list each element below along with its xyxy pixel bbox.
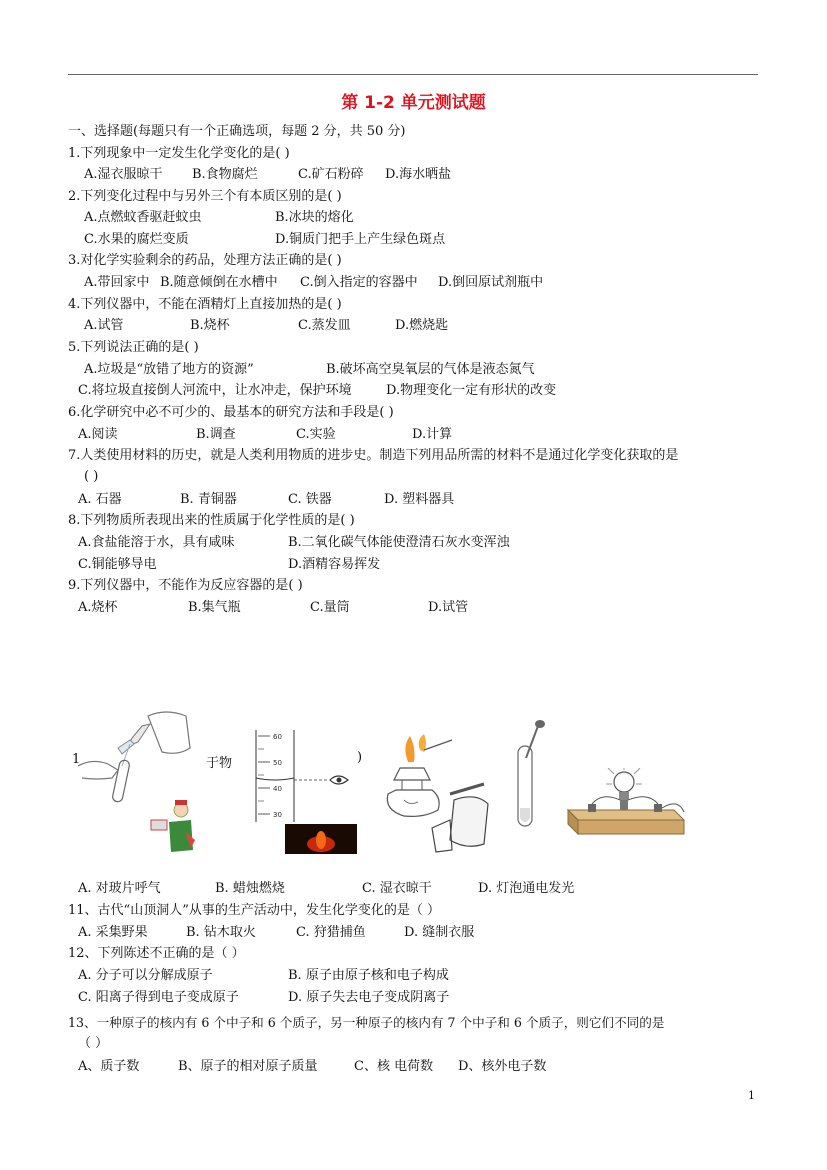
question-stem: 2.下列变化过程中与另外三个有本质区别的是( ) <box>68 189 342 204</box>
option: B.随意倾倒在水槽中 <box>160 275 278 290</box>
tick-label: 60 <box>273 733 282 741</box>
option: B.冰块的熔化 <box>275 210 354 225</box>
option: D.试管 <box>428 600 469 615</box>
option: C.蒸发皿 <box>298 318 351 333</box>
option: A、质子数 <box>78 1059 140 1074</box>
option: D.物理变化一定有形状的改变 <box>386 383 557 398</box>
option: B.破坏高空臭氧层的气体是液态氮气 <box>326 362 535 377</box>
option: C.水果的腐烂变质 <box>84 232 189 247</box>
option: C.矿石粉碎 <box>298 167 364 182</box>
option: A.阅读 <box>78 427 118 442</box>
question-stem-cont: （ ） <box>78 1036 109 1051</box>
question-stem: 3.对化学实验剩余的药品，处理方法正确的是( ) <box>68 253 342 268</box>
option: B. 原子由原子核和电子构成 <box>288 968 449 983</box>
option: B.二氧化碳气体能使澄清石灰水变浑浊 <box>288 535 510 550</box>
question-stem: 13、一种原子的核内有 6 个中子和 6 个质子，另一种原子的核内有 7 个中子和 6 个质子，则它们不同的是 <box>68 1015 665 1030</box>
question-stem: 1.下列现象中一定发生化学变化的是( ) <box>68 146 290 161</box>
option: B.食物腐烂 <box>192 167 258 182</box>
page-title: 第 1-2 单元测试题 <box>341 93 486 113</box>
pouring-liquid-figure <box>78 708 198 806</box>
option: A.试管 <box>84 318 124 333</box>
option: C.量筒 <box>310 600 350 615</box>
option: C. 湿衣晾干 <box>362 881 432 896</box>
option: D.倒回原试剂瓶中 <box>438 275 544 290</box>
option: D.酒精容易挥发 <box>288 557 381 572</box>
question-stem: 6.化学研究中必不可少的、最基本的研究方法和手段是( ) <box>68 405 394 420</box>
option: A.湿衣服晾干 <box>84 167 163 182</box>
option: C.实验 <box>296 427 336 442</box>
question-stem: 8.下列物质所表现出来的性质属于化学性质的是( ) <box>68 513 355 528</box>
option: A.点燃蚊香驱赶蚊虫 <box>84 210 202 225</box>
question-stem-fragment: 于物 <box>206 756 233 771</box>
option: D.燃烧匙 <box>395 318 449 333</box>
option: A.垃圾是“放错了地方的资源” <box>84 362 254 377</box>
option: C. 铁器 <box>288 492 332 507</box>
option: B.调查 <box>196 427 236 442</box>
page-number: 1 <box>748 1089 755 1102</box>
option: D. 塑料器具 <box>384 492 455 507</box>
tick-label: 30 <box>273 811 282 819</box>
option: D、核外电子数 <box>458 1059 547 1074</box>
alcohol-lamp-figure <box>380 732 500 854</box>
option: A. 分子可以分解成原子 <box>78 968 213 983</box>
measuring-cylinder-figure <box>228 726 363 822</box>
option: B.烧杯 <box>190 318 230 333</box>
option: A. 对玻片呼气 <box>78 881 161 896</box>
question-stem-cont: ( ) <box>84 469 99 484</box>
option: C. 阳离子得到电子变成原子 <box>78 990 239 1005</box>
question-stem: 4.下列仪器中，不能在酒精灯上直接加热的是( ) <box>68 297 342 312</box>
option: C、核 电荷数 <box>354 1059 434 1074</box>
question-stem: 12、下列陈述不正确的是（ ） <box>68 946 245 961</box>
tick-label: 40 <box>273 785 282 793</box>
question-stem: 5.下列说法正确的是( ) <box>68 340 199 355</box>
option: B.集气瓶 <box>188 600 241 615</box>
option: A.烧杯 <box>78 600 118 615</box>
question-stem-fragment: ) <box>357 750 363 765</box>
option: B. 青铜器 <box>180 492 237 507</box>
option: D. 灯泡通电发光 <box>478 881 575 896</box>
question-stem: 7.人类使用材料的历史，就是人类利用物质的进步史。制造下列用品所需的材料不是通过化学变化获取的是 <box>68 448 679 463</box>
option: D.海水晒盐 <box>385 167 452 182</box>
option: C.铜能够导电 <box>78 557 157 572</box>
option: A. 采集野果 <box>78 925 148 940</box>
question-stem: 9.下列仪器中，不能作为反应容器的是( ) <box>68 578 303 593</box>
question-number-fragment: 1 <box>72 752 81 767</box>
option: C.倒入指定的容器中 <box>300 275 418 290</box>
test-tube-figure <box>512 718 552 830</box>
section-heading: 一、选择题(每题只有一个正确选项，每题 2 分，共 50 分) <box>68 124 406 139</box>
tick-label: 50 <box>273 759 282 767</box>
option: A.食盐能溶于水，具有咸味 <box>78 535 235 550</box>
option: C. 狩猎捕鱼 <box>296 925 366 940</box>
option: B、原子的相对原子质量 <box>178 1059 318 1074</box>
option: C.将垃圾直接倒人河流中，让水冲走，保护环境 <box>78 383 352 398</box>
option: D.铜质门把手上产生绿色斑点 <box>275 232 446 247</box>
light-bulb-figure <box>562 768 688 840</box>
option: B. 蜡烛燃烧 <box>215 881 285 896</box>
option: A.带回家中 <box>84 275 150 290</box>
option: D. 原子失去电子变成阴离子 <box>288 990 450 1005</box>
option: D. 缝制衣服 <box>404 925 475 940</box>
candle-photo <box>285 824 357 854</box>
option: A. 石器 <box>78 492 122 507</box>
question-stem: 11、古代“山顶洞人”从事的生产活动中，发生化学变化的是（ ） <box>68 903 440 918</box>
child-figure <box>145 800 201 854</box>
header-rule <box>68 74 758 75</box>
option: D.计算 <box>412 427 453 442</box>
option: B. 钻木取火 <box>186 925 256 940</box>
